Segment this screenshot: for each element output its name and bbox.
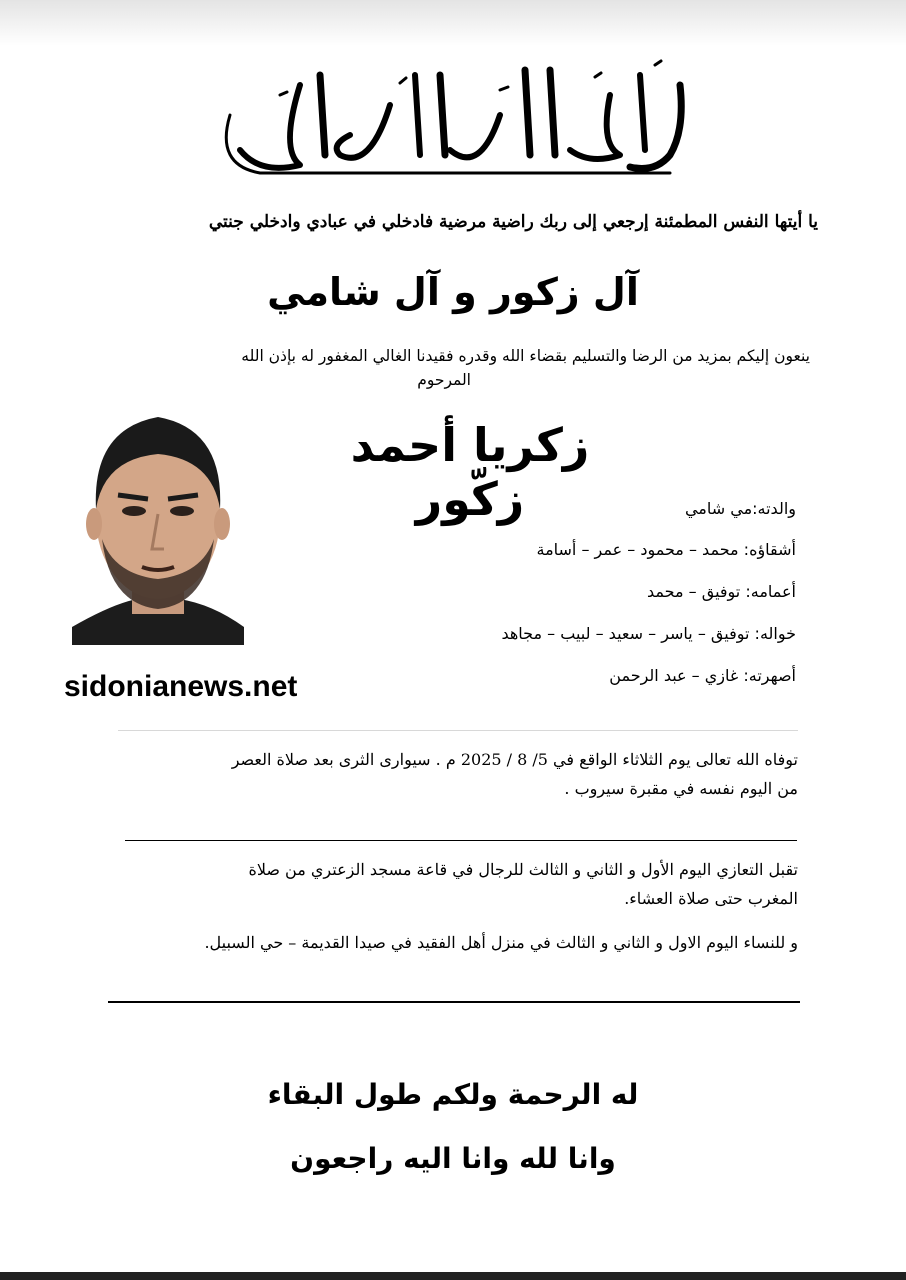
closing-line2: وانا لله وانا اليه راجعون	[290, 1142, 616, 1175]
death-notice-line1: توفاه الله تعالى يوم الثلاثاء الواقع في 5/ 8 / 2025 م . سيوارى الثرى بعد صلاة العصر	[231, 750, 798, 769]
quran-verse: يا أيتها النفس المطمئنة إرجعي إلى ربك راضية مرضية فادخلي في عبادي وادخلي جنتي	[208, 212, 818, 232]
bottom-edge	[0, 1272, 906, 1280]
closing-line1: له الرحمة ولكم طول البقاء	[267, 1078, 639, 1111]
relative-maternal-uncles: خواله: توفيق – ياسر – سعيد – لبيب – مجاهد	[501, 624, 796, 643]
calligraphy-header	[200, 55, 720, 190]
announcement-label: المرحوم	[417, 371, 471, 389]
site-watermark: sidonianews.net	[64, 670, 298, 703]
death-notice-line2: من اليوم نفسه في مقبرة سيروب .	[564, 779, 798, 798]
family-name: آل زكور و آل شامي	[267, 270, 639, 314]
divider-2	[108, 1001, 800, 1003]
relative-paternal-uncles: أعمامه: توفيق – محمد	[647, 582, 796, 601]
condolence-men-line2: المغرب حتى صلاة العشاء.	[624, 889, 798, 908]
top-shadow	[0, 0, 906, 46]
condolence-women: و للنساء اليوم الاول و الثاني و الثالث في منزل أهل الفقيد في صيدا القديمة – حي السبيل.	[204, 933, 798, 952]
deceased-name: زكريا أحمد زكّور	[350, 418, 590, 526]
relative-mother: والدته:مي شامي	[684, 499, 796, 518]
divider-1	[125, 840, 797, 841]
relative-brothers: أشقاؤه: محمد – محمود – عمر – أسامة	[536, 540, 796, 559]
deceased-photo	[72, 399, 244, 645]
relative-in-laws: أصهرته: غازي – عبد الرحمن	[609, 666, 796, 685]
condolence-men-line1: تقبل التعازي اليوم الأول و الثاني و الثالث للرجال في قاعة مسجد الزعتري من صلاة	[248, 860, 798, 879]
divider-light	[118, 730, 798, 731]
announcement-line: ينعون إليكم بمزيد من الرضا والتسليم بقضاء الله وقدره فقيدنا الغالي المغفور له بإذن الله	[241, 347, 810, 365]
